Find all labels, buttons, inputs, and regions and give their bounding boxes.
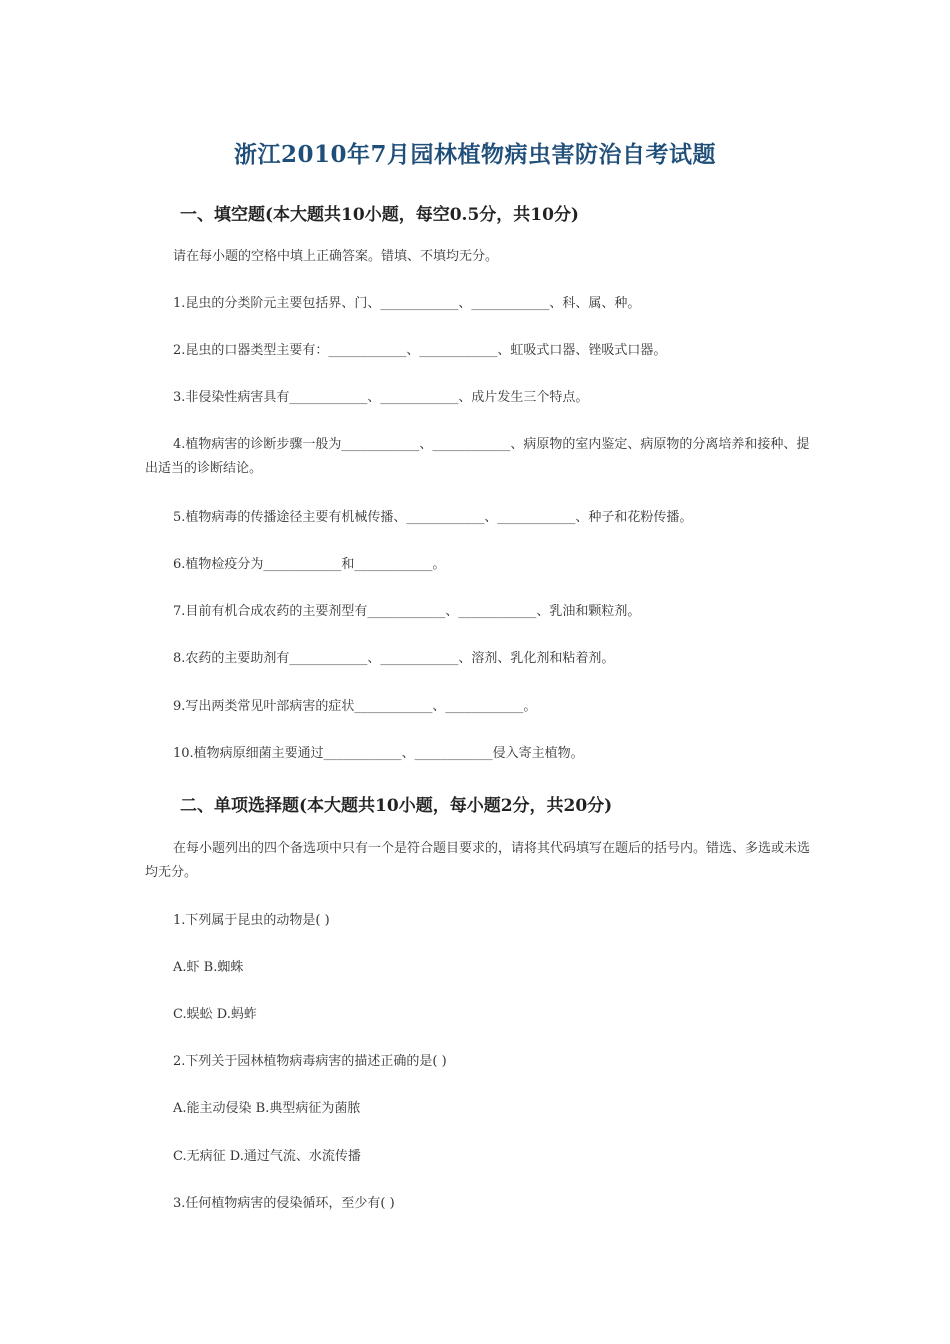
fill-question: 4.植物病害的诊断步骤一般为____________、____________、病原物的室内鉴定、病原物的分离培养和接种、提出适当的诊断结论。 [145,437,810,476]
fill-question: 3.非侵染性病害具有____________、____________、成片发生三个特点。 [173,390,589,405]
section-1-instruction: 请在每小题的空格中填上正确答案。错填、不填均无分。 [173,249,499,264]
fill-question: 7.目前有机合成农药的主要剂型有____________、____________、乳油和颗粒剂。 [173,604,641,619]
fill-question: 2.昆虫的口器类型主要有：____________、____________、虹吸式口器、锉吸式口器。 [173,343,667,358]
choice-options: A.能主动侵染 B.典型病征为菌脓 [173,1101,361,1116]
fill-question: 6.植物检疫分为____________和____________。 [173,557,446,572]
section-2-instruction: 在每小题列出的四个备选项中只有一个是符合题目要求的，请将其代码填写在题后的括号内。错选、多选或未选均无分。 [145,841,811,880]
fill-question: 8.农药的主要助剂有____________、____________、溶剂、乳化剂和粘着剂。 [173,651,615,666]
document-title: 浙江2010年7月园林植物病虫害防治自考试题 [233,141,717,168]
fill-question: 5.植物病毒的传播途径主要有机械传播、____________、____________、种子和花粉传播。 [173,510,693,525]
fill-question: 9.写出两类常见叶部病害的症状____________、____________。 [173,699,537,714]
fill-question: 10.植物病原细菌主要通过____________、____________侵入寄主植物。 [173,746,584,761]
choice-options: C.蜈蚣 D.蚂蚱 [173,1007,257,1022]
choice-options: A.虾 B.蜘蛛 [173,960,244,975]
choice-options: C.无病征 D.通过气流、水流传播 [173,1149,361,1164]
choice-question: 3.任何植物病害的侵染循环，至少有( ) [173,1196,395,1211]
fill-question: 1.昆虫的分类阶元主要包括界、门、____________、____________、科、属、种。 [173,296,641,311]
section-1-heading: 一、填空题(本大题共10小题，每空0.5分，共10分) [180,205,579,225]
section-2-heading: 二、单项选择题(本大题共10小题，每小题2分，共20分) [180,796,613,816]
choice-question: 1.下列属于昆虫的动物是( ) [173,913,330,928]
choice-question: 2.下列关于园林植物病毒病害的描述正确的是( ) [173,1054,447,1069]
